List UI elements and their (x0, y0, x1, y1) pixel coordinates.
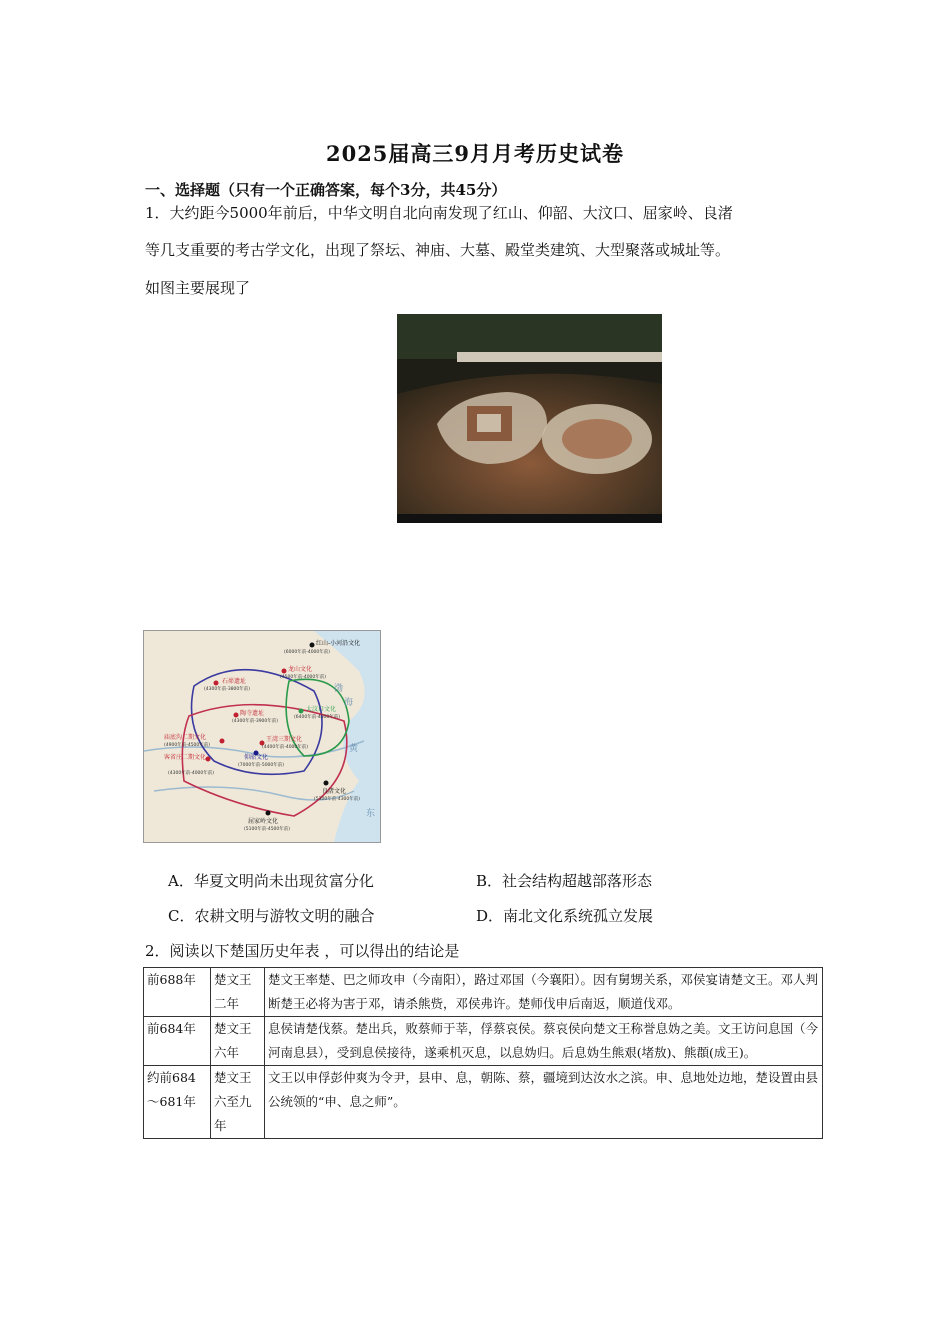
option-a (168, 870, 374, 891)
map-label: (4300年前-3800年前) (204, 687, 251, 692)
map-label: (4300年前-3900年前) (232, 719, 279, 724)
map-label: (4400年前-4000年前) (262, 745, 309, 750)
cell-reign: 楚文王六年 (211, 1017, 265, 1066)
map-label: 陶寺遗址 (240, 710, 265, 717)
chronology-table (143, 967, 823, 1139)
culture-map-graphic (144, 631, 380, 842)
option-letter: B． (476, 872, 503, 890)
option-text: 华夏文明尚未出现贫富分化 (193, 872, 374, 890)
map-label: 石峁遗址 (222, 678, 247, 685)
culture-map (143, 630, 381, 843)
q1-stem-line: 1．大约距今5000年前后，中华文明自北向南发现了红山、仰韶、大汶口、屈家岭、良渚 (145, 204, 733, 222)
map-label: 大汶口文化 (306, 706, 337, 713)
map-label: 红山-小河沿文化 (316, 640, 361, 647)
map-label: (7000年前-5000年前) (238, 763, 285, 768)
cell-event: 息侯请楚伐蔡。楚出兵，败蔡师于莘，俘蔡哀侯。蔡哀侯向楚文王称誉息妫之美。文王访问息国（今河南息县），受到息侯接待，遂乘机灭息，以息妫归。后息妫生熊艰(堵敖)、熊頵(成王)。 (265, 1017, 823, 1066)
option-text: 南北文化系统孤立发展 (503, 907, 654, 925)
map-label: 良渚文化 (322, 788, 347, 795)
option-letter: C． (168, 907, 195, 925)
option-letter: A． (168, 872, 194, 890)
option-d (476, 905, 653, 926)
map-label: 东 (366, 809, 376, 819)
q1-stem-line: 如图主要展现了 (145, 279, 251, 297)
excavation-site-photo (397, 314, 662, 523)
map-label: (4300年前-4000年前) (168, 771, 215, 776)
map-label: 黄 (349, 744, 359, 754)
map-label: 渤 (334, 684, 344, 694)
option-text: 农耕文明与游牧文明的融合 (194, 907, 375, 925)
q1-stem-line: 等几支重要的考古学文化，出现了祭坛、神庙、大墓、殿堂类建筑、大型聚落或城址等。 (145, 241, 731, 259)
cell-reign: 楚文王二年 (211, 968, 265, 1017)
map-label: 海 (344, 698, 354, 708)
map-label: 龙山文化 (288, 666, 313, 673)
map-label: (6000年前-4000年前) (284, 650, 331, 655)
map-label: (4500年前-4000年前) (280, 675, 327, 680)
map-label: (5300年前-4300年前) (314, 797, 361, 802)
cell-date: 前684年 (144, 1017, 211, 1066)
cell-date: 前688年 (144, 968, 211, 1017)
map-label: (4900年前-4500年前) (164, 743, 211, 748)
map-label: 王湾三期文化 (266, 736, 303, 743)
section-heading: 一、选择题（只有一个正确答案，每个3分，共45分） (145, 181, 507, 199)
map-label: 庙底沟二期文化 (164, 734, 207, 741)
option-letter: D． (476, 907, 504, 925)
option-text: 社会结构超越部落形态 (502, 872, 653, 890)
table-row (144, 968, 823, 1017)
cell-event: 文王以申俘彭仲爽为令尹，县申、息，朝陈、蔡，疆境到达汝水之滨。申、息地处边地，楚设置由县公统领的“申、息之师”。 (265, 1066, 823, 1139)
map-label: (6400年前-4500年前) (294, 715, 341, 720)
map-label: 仰韶文化 (244, 754, 269, 761)
cell-event: 楚文王率楚、巴之师攻申（今南阳），路过邓国（今襄阳）。因有舅甥关系，邓侯宴请楚文王。邓人判断楚王必将为害于邓，请杀熊赀，邓侯弗许。楚师伐申后南返，顺道伐邓。 (265, 968, 823, 1017)
table-row (144, 1066, 823, 1139)
map-label: 屈家岭文化 (248, 818, 279, 825)
cell-reign: 楚文王六至九年 (211, 1066, 265, 1139)
exam-title: 2025届高三9月月考历史试卷 (325, 141, 625, 166)
q2-stem: 2．阅读以下楚国历史年表 ，可以得出的结论是 (145, 942, 460, 960)
table-row (144, 1017, 823, 1066)
map-label: (5100年前-4500年前) (244, 827, 291, 832)
option-b (476, 870, 652, 891)
cell-date: 约前684～681年 (144, 1066, 211, 1139)
option-c (168, 905, 375, 926)
map-label: 客省庄二期文化 (164, 754, 207, 761)
